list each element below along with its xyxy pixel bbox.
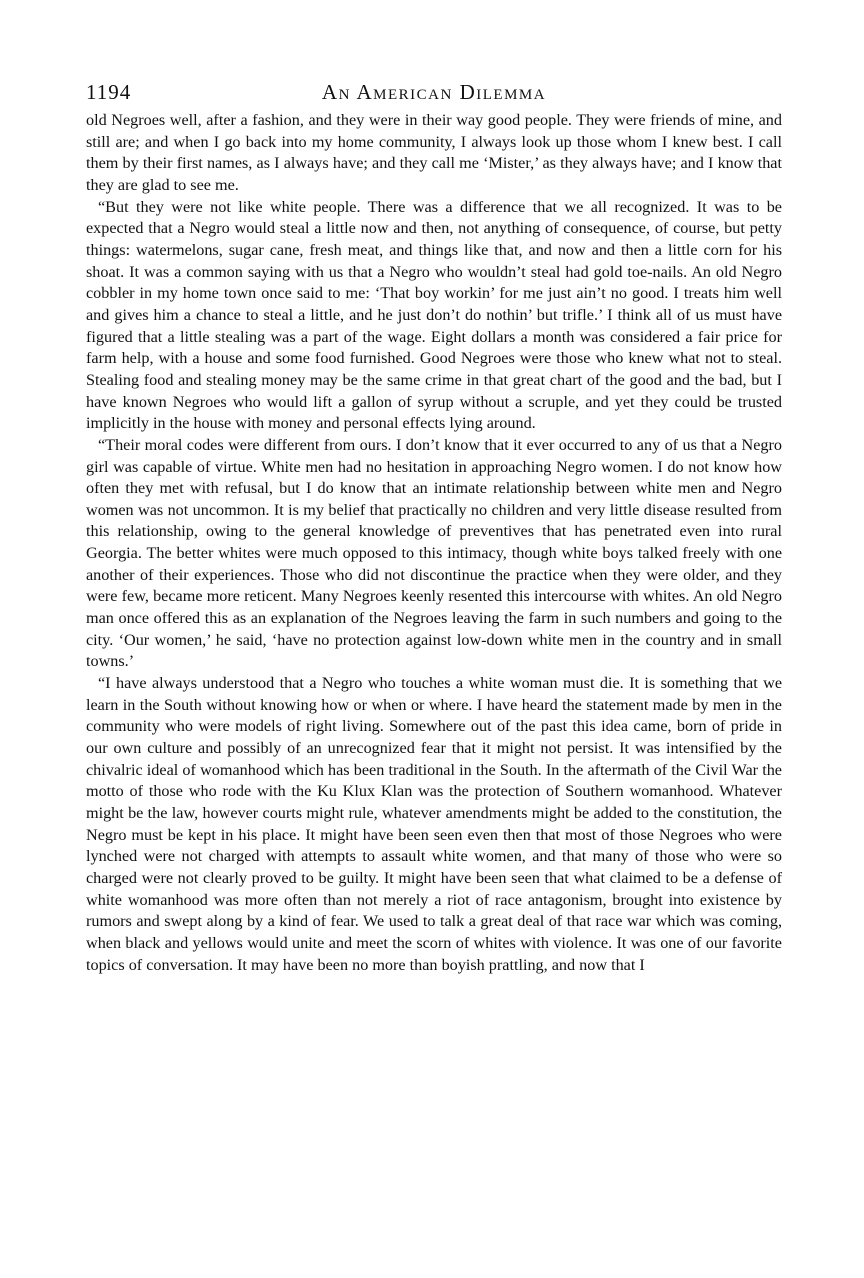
book-page: [86, 76, 782, 976]
paragraph-moral-codes: “Their moral codes were different from ours. I don’t know that it ever occurred to any of us that a Negro girl was capable of virtue. White men had no hesitation in approaching Negro women. I do not know how often they met with refusal, but I do know that an intimate relationship between white men and Negro women was not uncommon. It is my belief that practically no children and very little disease resulted from this relationship, owing to the general knowledge of preventives that has penetrated even into rural Georgia. The better whites were much opposed to this intimacy, though white boys talked freely with one another of their experiences. Those who did not discontinue the practice when they were older, and they were few, became more reticent. Many Negroes keenly resented this intercourse with whites. An old Negro man once offered this as an explanation of the Negroes leaving the farm in such numbers and going to the city. ‘Our women,’ he said, ‘have no protection against low-down white men in the country and in small towns.’: [86, 435, 782, 671]
page-number: 1194: [86, 80, 132, 104]
paragraph-stealing: “But they were not like white people. There was a difference that we all recognized. It was to be expected that a Negro would steal a little now and then, not anything of consequence, of course, but petty things: watermelons, sugar cane, fresh meat, and things like that, and now and then a little corn for his shoat. It was a common saying with us that a Negro who wouldn’t steal had gold toe-nails. An old Negro cobbler in my home town once said to me: ‘That boy workin’ for me just ain’t no good. I treats him well and gives him a chance to steal a little, and he just don’t do nothin’ but trifle.’ I think all of us must have figured that a little stealing was a part of the wage. Eight dollars a month was considered a fair price for farm help, with a house and some food furnished. Good Negroes were those who knew what not to steal. Stealing food and stealing money may be the same crime in that great chart of the good and the bad, but I have known Negroes who would lift a gallon of syrup without a scruple, and yet they could be trusted implicitly in the house with money and personal effects lying around.: [86, 197, 782, 433]
paragraph-white-woman: “I have always understood that a Negro who touches a white woman must die. It is something that we learn in the South without knowing how or when or where. I have heard the statement made by men in the community who were models of right living. Somewhere out of the past this idea came, born of pride in our own culture and possibly of an unrecognized fear that it might not persist. It was intensified by the chivalric ideal of womanhood which has been traditional in the South. In the aftermath of the Civil War the motto of those who rode with the Ku Klux Klan was the protection of Southern womanhood. Whatever might be the law, however courts might rule, whatever amendments might be added to the constitution, the Negro must be kept in his place. It might have been seen even then that most of those Negroes who were lynched were not charged with attempts to assault white women, and that many of those who were so charged were not clearly proved to be guilty. It might have been seen that what claimed to be a defense of white womanhood was more often than not merely a riot of race antagonism, brought into existence by rumors and swept along by a kind of fear. We used to talk a great deal of that race war which was coming, when black and yellows would unite and meet the scorn of whites with violence. It was one of our favorite topics of conversation. It may have been no more than boyish prattling, and now that I: [86, 674, 782, 974]
running-title: An American Dilemma: [321, 80, 547, 104]
page-header: [86, 76, 782, 110]
body-text: [86, 110, 782, 976]
paragraph-continued: old Negroes well, after a fashion, and they were in their way good people. They were friends of mine, and still are; and when I go back into my home community, I always look up those whom I knew best. I call them by their first names, as I always have; and they call me ‘Mister,’ as they always have; and I know that they are glad to see me.: [86, 111, 782, 194]
